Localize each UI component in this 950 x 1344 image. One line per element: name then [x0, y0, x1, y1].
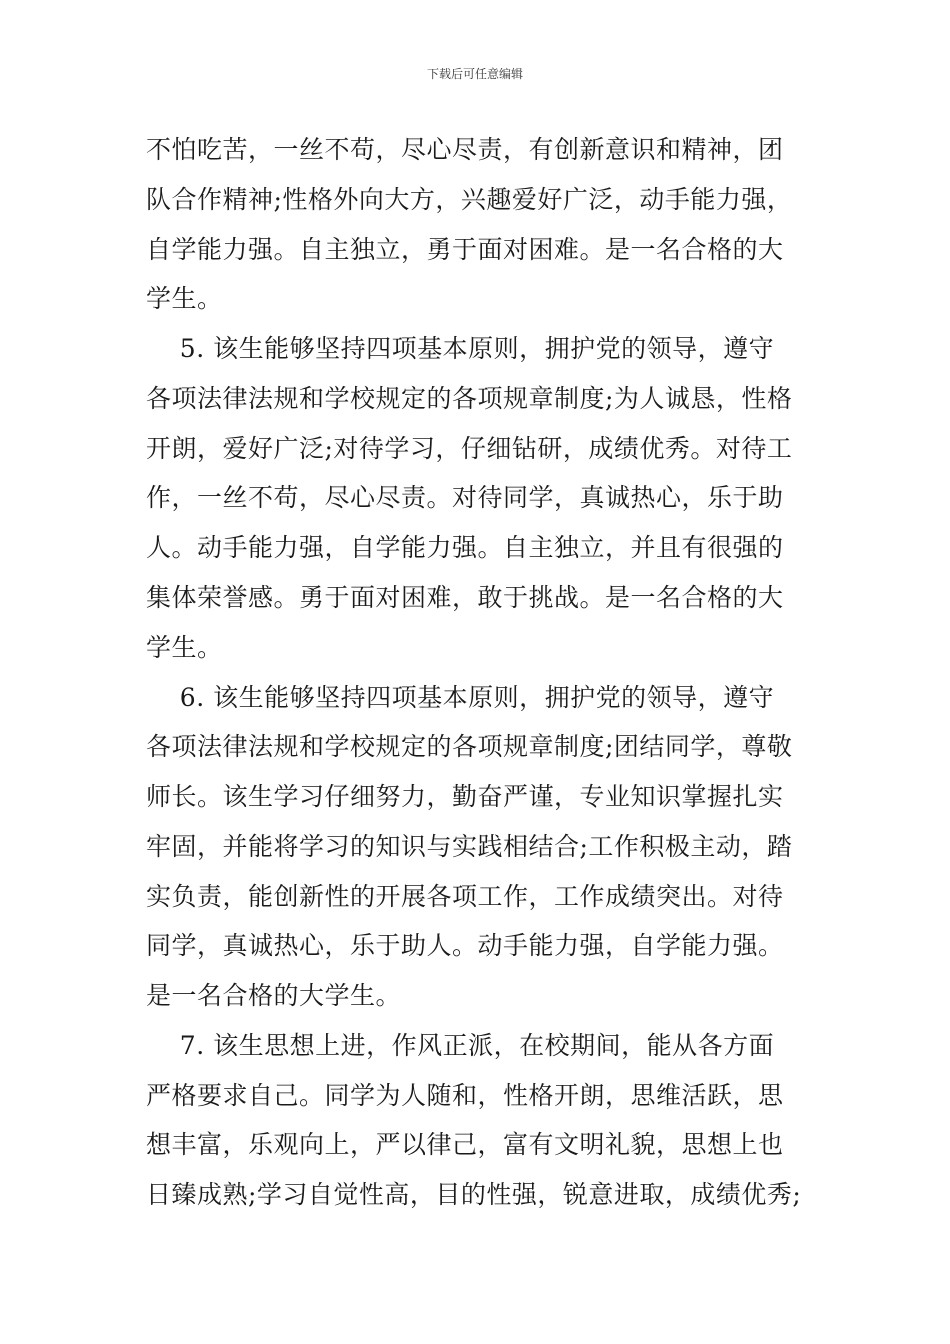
text-line: 集体荣誉感。勇于面对困难，敢于挑战。是一名合格的大	[146, 583, 784, 612]
text-line: 实负责，能创新性的开展各项工作，工作成绩突出。对待	[146, 882, 784, 911]
text-line: 7. 该生思想上进，作风正派，在校期间，能从各方面	[146, 1031, 775, 1060]
text-line: 开朗，爱好广泛;对待学习，仔细钻研，成绩优秀。对待工	[146, 434, 793, 463]
text-line: 想丰富，乐观向上，严以律己，富有文明礼貌，思想上也	[146, 1130, 784, 1159]
text-line: 牢固，并能将学习的知识与实践相结合;工作积极主动，踏	[146, 832, 793, 861]
text-line: 6. 该生能够坚持四项基本原则，拥护党的领导，遵守	[146, 683, 775, 712]
text-line: 作，一丝不苟，尽心尽责。对待同学，真诚热心，乐于助	[146, 483, 784, 512]
text-line: 是一名合格的大学生。	[146, 981, 402, 1010]
text-line: 学生。	[146, 284, 223, 313]
text-line: 同学，真诚热心，乐于助人。动手能力强，自学能力强。	[146, 931, 784, 960]
text-line: 自学能力强。自主独立，勇于面对困难。是一名合格的大	[146, 235, 784, 264]
page-header: 下载后可任意编辑	[426, 67, 523, 81]
text-line: 师长。该生学习仔细努力，勤奋严谨，专业知识掌握扎实	[146, 782, 784, 811]
text-line: 严格要求自己。同学为人随和，性格开朗，思维活跃，思	[146, 1081, 784, 1110]
text-line: 各项法律法规和学校规定的各项规章制度;团结同学，尊敬	[146, 732, 793, 761]
text-line: 队合作精神;性格外向大方，兴趣爱好广泛，动手能力强，	[146, 185, 793, 214]
text-line: 日臻成熟;学习自觉性高，目的性强，锐意进取，成绩优秀;	[146, 1180, 802, 1209]
text-line: 各项法律法规和学校规定的各项规章制度;为人诚恳，性格	[146, 384, 793, 413]
text-line: 5. 该生能够坚持四项基本原则，拥护党的领导，遵守	[146, 334, 775, 363]
text-line: 学生。	[146, 633, 223, 662]
text-line: 人。动手能力强，自学能力强。自主独立，并且有很强的	[146, 533, 784, 562]
text-line: 不怕吃苦，一丝不苟，尽心尽责，有创新意识和精神，团	[146, 135, 784, 164]
